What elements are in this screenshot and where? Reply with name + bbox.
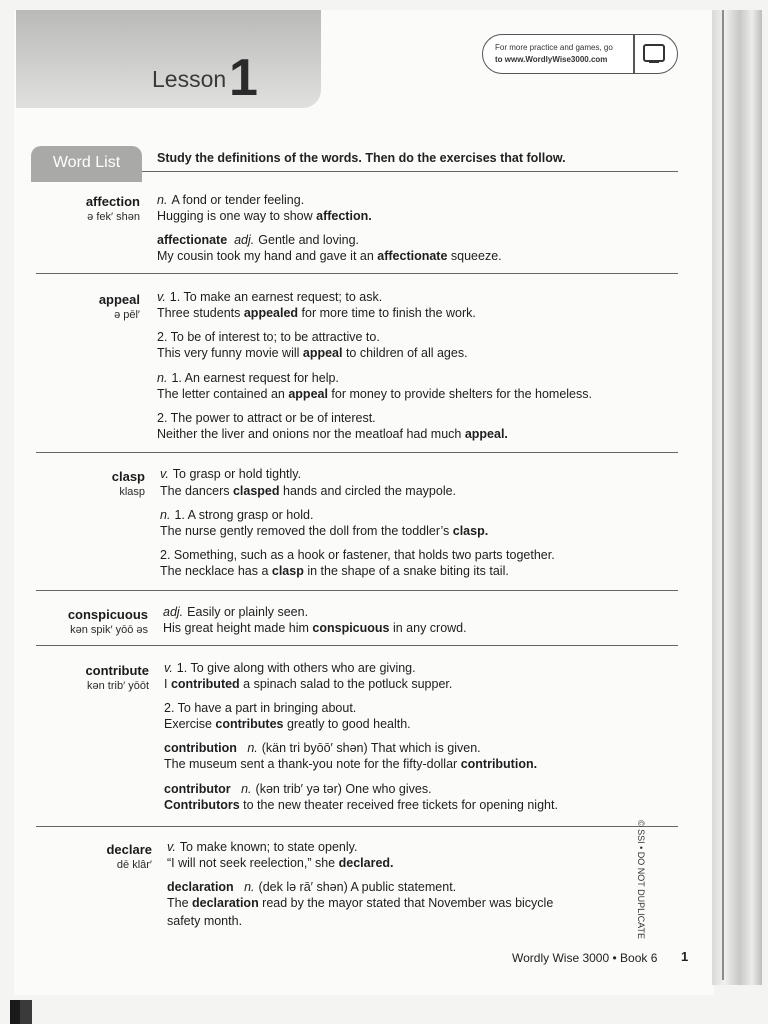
definition-line: [160, 508, 313, 522]
example-line: [157, 249, 502, 263]
example-keyword: Contributors: [164, 798, 240, 812]
example-text: squeeze.: [447, 249, 502, 263]
example-text: in the shape of a snake biting its tail.: [303, 564, 509, 578]
example-keyword: affectionate: [377, 249, 448, 263]
derived-word: contributor: [164, 782, 231, 796]
part-of-speech: n.: [157, 371, 168, 385]
example-line: [164, 677, 452, 691]
example-keyword: contribution.: [460, 757, 538, 771]
definition-text: 1. A strong grasp or hold.: [174, 508, 314, 522]
example-keyword: clasp: [271, 564, 304, 578]
example-text: Neither the liver and onions nor the meatloaf had much: [157, 427, 465, 441]
part-of-speech: n.: [241, 782, 252, 796]
derived-word-line: [164, 782, 432, 796]
example-text: The necklace has a: [160, 564, 272, 578]
example-text: Exercise: [164, 717, 216, 731]
word-list-tab: [31, 146, 142, 181]
derived-word-line: [164, 741, 481, 755]
headword-contribute: contribute: [85, 663, 149, 678]
derived-word: declaration: [167, 880, 234, 894]
definition-line: [157, 371, 339, 385]
definition-line: [164, 661, 416, 675]
part-of-speech: v.: [164, 661, 173, 675]
part-of-speech: n.: [160, 508, 171, 522]
pronunciation-clasp: klasp: [119, 486, 145, 498]
example-keyword: appeal.: [464, 427, 508, 441]
definition-text: 1. An earnest request for help.: [171, 371, 339, 385]
example-keyword: conspicuous: [312, 621, 390, 635]
example-keyword: clasped: [232, 484, 280, 498]
practice-callout: [482, 34, 678, 74]
example-text: read by the mayor stated that November was bicycle: [258, 896, 554, 910]
example-line: [157, 306, 476, 320]
lesson-number: 1: [229, 49, 258, 107]
definition-text: (kən trib′ yə tər) One who gives.: [255, 782, 432, 796]
page-number: 1: [681, 949, 689, 964]
derived-word: affectionate: [157, 233, 228, 247]
example-text: to children of all ages.: [342, 346, 468, 360]
part-of-speech: v.: [160, 467, 169, 481]
example-text: “I will not seek reelection,” she: [167, 856, 339, 870]
example-text: to the new theater received free tickets for opening night.: [239, 798, 558, 812]
definition-line: [160, 467, 301, 481]
derived-word-line: [167, 880, 456, 894]
part-of-speech: adj.: [234, 233, 255, 247]
example-text: a spinach salad to the potluck supper.: [239, 677, 453, 691]
headword-declare: declare: [106, 842, 152, 857]
derived-word: contribution: [164, 741, 237, 755]
example-line: [160, 564, 509, 578]
example-line: [167, 896, 553, 910]
book-edge: [712, 10, 762, 985]
practice-line-2: to www.WordlyWise3000.com: [495, 55, 608, 64]
part-of-speech: n.: [157, 193, 168, 207]
definition-line: [163, 605, 308, 619]
example-keyword: declaration: [192, 896, 259, 910]
definition-text: Gentle and loving.: [258, 233, 360, 247]
example-line: [164, 717, 411, 731]
example-keyword: appealed: [243, 306, 299, 320]
copyright-note: © SSI • DO NOT DUPLICATE: [636, 820, 646, 939]
example-keyword: appeal: [288, 387, 328, 401]
example-text: The letter contained an: [157, 387, 289, 401]
example-text: Three students: [157, 306, 244, 320]
example-line: [163, 621, 467, 635]
part-of-speech: n.: [244, 880, 255, 894]
lesson-banner: [16, 10, 321, 108]
definition-line: 2. Something, such as a hook or fastener, that holds two parts together.: [160, 548, 555, 562]
example-line: [157, 346, 468, 360]
derived-word-line: [157, 233, 359, 247]
pronunciation-conspicuous: kən spik′ yōō əs: [70, 624, 148, 636]
definition-line: 2. To have a part in bringing about.: [164, 701, 357, 715]
entry-divider: [36, 273, 678, 274]
pronunciation-contribute: kən trib′ yōōt: [87, 680, 149, 692]
headword-appeal: appeal: [98, 292, 140, 307]
definition-text: (kän tri byōō′ shən) That which is given.: [261, 741, 481, 755]
headword-affection: affection: [85, 194, 140, 209]
example-line: [160, 484, 456, 498]
definition-text: 1. To make an earnest request; to ask.: [169, 290, 383, 304]
example-text: for more time to finish the work.: [298, 306, 476, 320]
example-line: [157, 427, 508, 441]
example-text: This very funny movie will: [157, 346, 303, 360]
example-text: His great height made him: [163, 621, 313, 635]
example-text: greatly to good health.: [283, 717, 411, 731]
example-text: Hugging is one way to show: [157, 209, 317, 223]
definition-line: [167, 840, 357, 854]
entry-divider: [36, 645, 678, 646]
example-text: My cousin took my hand and gave it an: [157, 249, 378, 263]
entry-divider: [36, 826, 678, 827]
headword-clasp: clasp: [111, 469, 145, 484]
definition-line: 2. To be of interest to; to be attractive to.: [157, 330, 380, 344]
part-of-speech: n.: [247, 741, 258, 755]
example-text: The: [167, 896, 193, 910]
example-text: The dancers: [160, 484, 233, 498]
definition-text: (dek lə rā′ shən) A public statement.: [258, 880, 457, 894]
definition-text: 1. To give along with others who are giving.: [176, 661, 416, 675]
example-keyword: contributed: [170, 677, 240, 691]
pronunciation-declare: dē klâr′: [116, 859, 152, 871]
pronunciation-appeal: ə pēl′: [114, 309, 140, 321]
part-of-speech: v.: [167, 840, 176, 854]
example-text: I: [164, 677, 171, 691]
example-text: for money to provide shelters for the homeless.: [327, 387, 592, 401]
definition-text: Easily or plainly seen.: [187, 605, 309, 619]
example-text: in any crowd.: [389, 621, 467, 635]
practice-text: [495, 42, 635, 66]
scan-corner-mark-dark: [10, 1000, 20, 1024]
part-of-speech: v.: [157, 290, 166, 304]
example-line: safety month.: [167, 914, 243, 928]
example-text: hands and circled the maypole.: [279, 484, 457, 498]
example-line: [164, 757, 537, 771]
entry-divider: [36, 452, 678, 453]
definition-line: 2. The power to attract or be of interest.: [157, 411, 376, 425]
lesson-title: Lesson: [152, 66, 227, 92]
example-keyword: appeal: [302, 346, 343, 360]
example-line: [160, 524, 488, 538]
entry-divider: [36, 590, 678, 591]
example-keyword: affection.: [316, 209, 372, 223]
example-keyword: contributes: [215, 717, 284, 731]
definition-line: [157, 193, 304, 207]
definition-text: To make known; to state openly.: [179, 840, 358, 854]
practice-line-1: For more practice and games, go: [495, 43, 613, 52]
header-rule: [142, 171, 678, 172]
example-keyword: clasp.: [452, 524, 489, 538]
example-line: [167, 856, 394, 870]
example-line: [164, 798, 558, 812]
word-list-label: Word List: [52, 154, 121, 171]
headword-conspicuous: conspicuous: [67, 607, 148, 622]
example-line: [157, 209, 372, 223]
example-text: The nurse gently removed the doll from the toddler’s: [160, 524, 453, 538]
part-of-speech: adj.: [163, 605, 184, 619]
example-keyword: declared.: [338, 856, 394, 870]
definition-text: A fond or tender feeling.: [171, 193, 305, 207]
definition-line: [157, 290, 382, 304]
pronunciation-affection: ə fek′ shən: [87, 211, 140, 223]
practice-divider: [633, 35, 635, 73]
computer-icon: [643, 44, 665, 62]
footer-book-title: Wordly Wise 3000 • Book 6: [512, 951, 658, 965]
instructions: Study the definitions of the words. Then do the exercises that follow.: [157, 151, 566, 165]
book-spine-line: [722, 10, 724, 980]
example-text: The museum sent a thank-you note for the fifty-dollar: [164, 757, 461, 771]
definition-text: To grasp or hold tightly.: [172, 467, 302, 481]
tab-base: [31, 181, 142, 182]
example-line: [157, 387, 592, 401]
